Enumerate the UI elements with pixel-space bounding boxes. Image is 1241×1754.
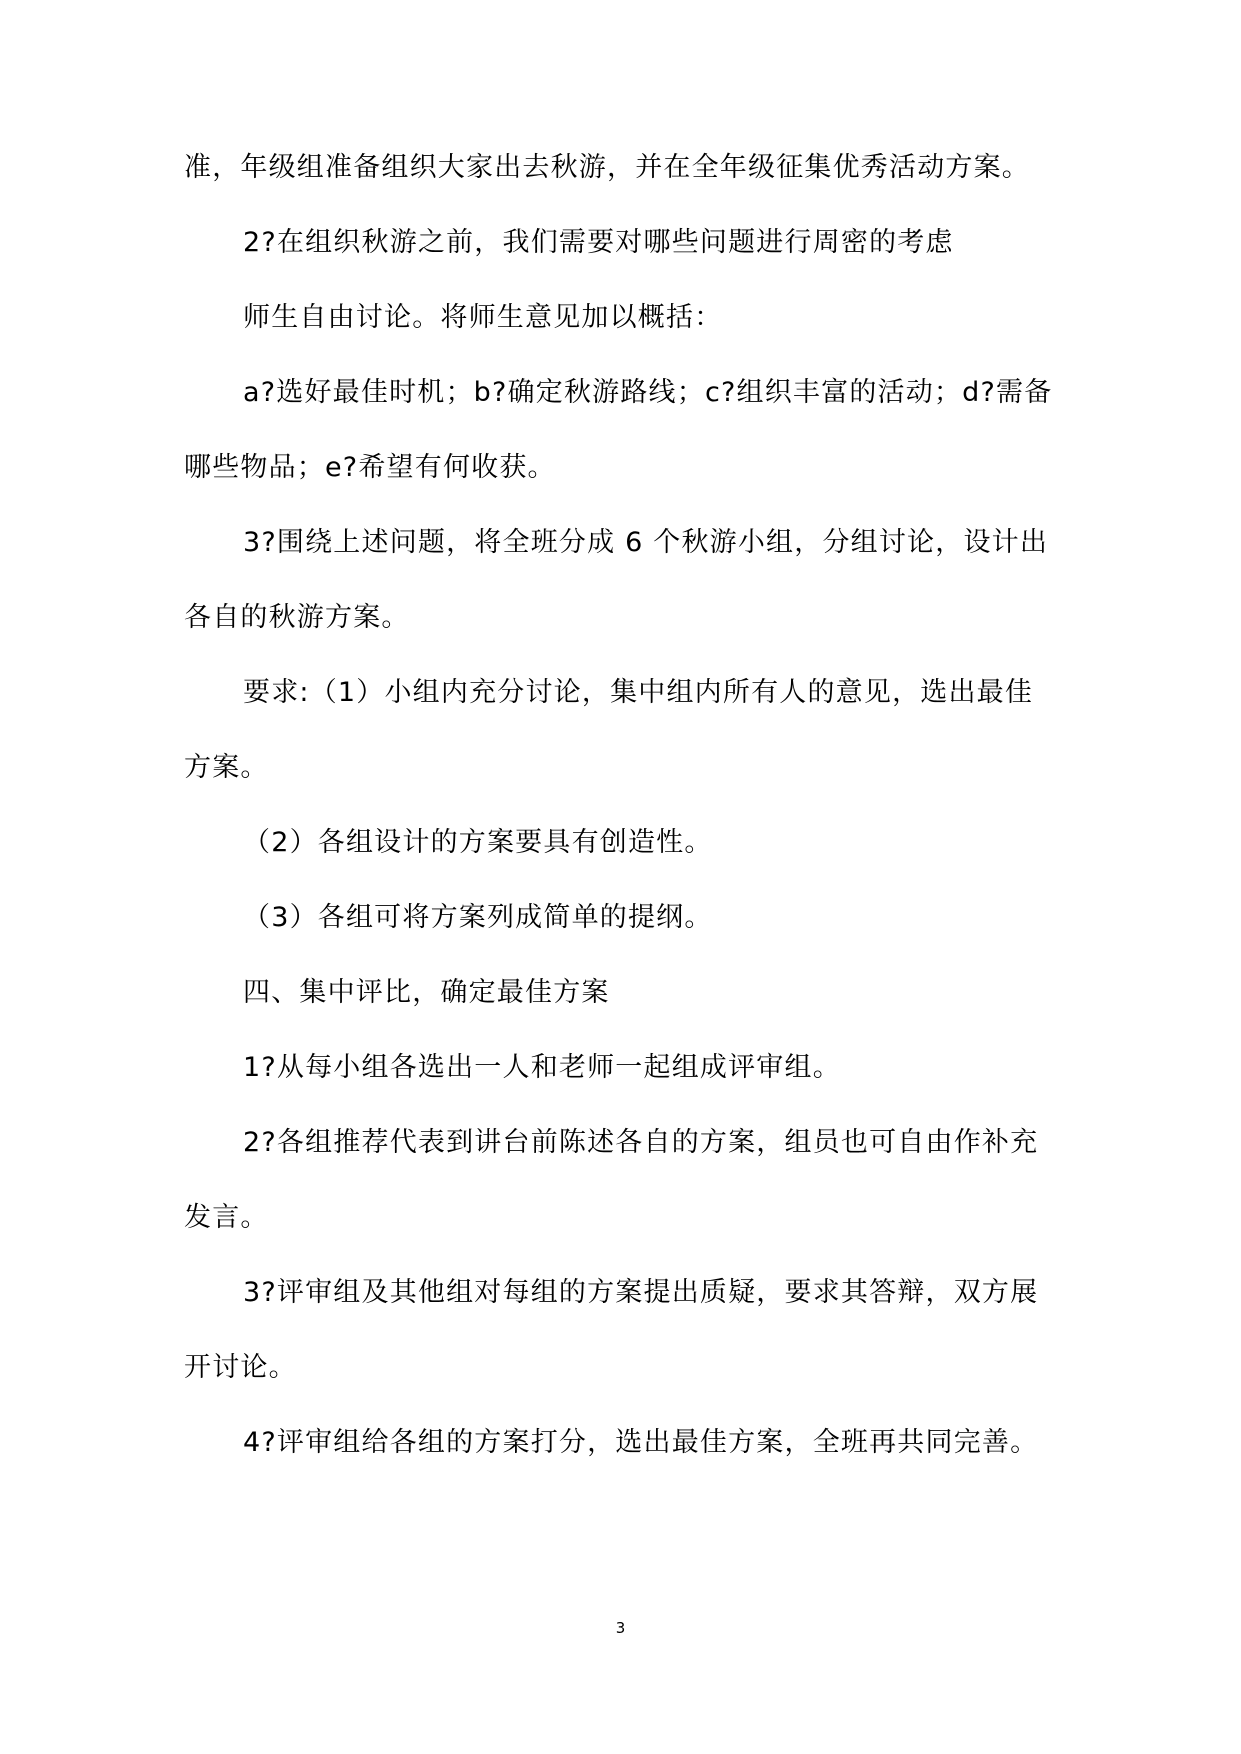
text-line-13: 1?从每小组各选出一人和老师一起组成评审组。 (243, 1052, 841, 1083)
text-line-3: 师生自由讨论。将师生意见加以概括： (243, 302, 723, 333)
text-line-14: 2?各组推荐代表到讲台前陈述各自的方案，组员也可自由作补充 (243, 1127, 1039, 1158)
text-line-16: 3?评审组及其他组对每组的方案提出质疑，要求其答辩，双方展 (243, 1277, 1039, 1308)
text-line-7: 各自的秋游方案。 (184, 602, 410, 633)
text-line-4: a?选好最佳时机；b?确定秋游路线；c?组织丰富的活动；d?需备 (243, 377, 1053, 408)
text-line-5: 哪些物品；e?希望有何收获。 (184, 452, 556, 483)
text-line-8: 要求:（1）小组内充分讨论，集中组内所有人的意见，选出最佳 (243, 677, 1034, 708)
text-line-11: （3）各组可将方案列成简单的提纲。 (243, 902, 713, 933)
text-line-6: 3?围绕上述问题，将全班分成 6 个秋游小组，分组讨论，设计出 (243, 527, 1049, 558)
text-line-15: 发言。 (184, 1202, 269, 1233)
text-line-2: 2?在组织秋游之前，我们需要对哪些问题进行周密的考虑 (243, 227, 954, 258)
page-number: 3 (615, 1619, 626, 1637)
text-line-18: 4?评审组给各组的方案打分，选出最佳方案，全班再共同完善。 (243, 1427, 1039, 1458)
text-line-10: （2）各组设计的方案要具有创造性。 (243, 827, 713, 858)
section-heading: 四、集中评比，确定最佳方案 (243, 977, 610, 1008)
text-line-9: 方案。 (184, 752, 269, 783)
text-line-1: 准，年级组准备组织大家出去秋游，并在全年级征集优秀活动方案。 (184, 152, 1030, 183)
text-line-17: 开讨论。 (184, 1352, 297, 1383)
